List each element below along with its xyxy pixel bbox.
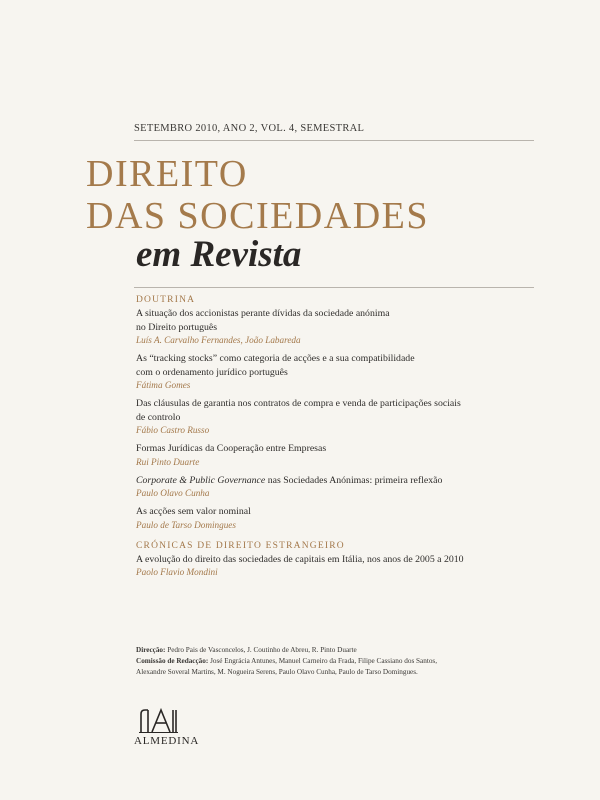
entry-title-italic: Corporate & Public Governance [136,474,266,486]
direction-value: Pedro Pais de Vasconcelos, J. Coutinho de Abreu, R. Pinto Duarte [165,646,357,654]
entry-author: Fátima Gomes [136,380,191,390]
toc-entry [136,352,576,391]
section-heading-cronicas: CRÓNICAS DE DIREITO ESTRANGEIRO [136,540,345,551]
title-line-1: DIREITO [86,153,248,195]
almedina-logo-icon [139,708,179,734]
entry-author: Fábio Castro Russo [136,425,210,435]
top-divider [134,140,534,141]
title-line-2: DAS SOCIEDADES [86,195,429,237]
publisher-logo [134,708,199,747]
editorial-board [136,645,556,678]
entry-title-line: As acções sem valor nominal [136,506,251,517]
toc-entry [136,474,576,500]
entry-title [136,442,576,456]
entry-title-rest: nas Sociedades Anónimas: primeira reflexão [265,474,443,486]
direction-line [136,645,556,656]
direction-label: Direcção: [136,646,166,654]
committee-label: Comissão de Redacção: [136,657,209,665]
committee-line-2: Alexandre Soveral Martins, M. Nogueira Serens, Paulo Olavo Cunha, Paulo de Tarso Domingues. [136,668,418,676]
table-of-contents [136,295,576,584]
entry-author: Paolo Flavio Mondini [136,567,218,577]
toc-entry [136,505,576,531]
toc-entry [136,307,576,346]
title-subtitle: em Revista [136,234,302,275]
entry-title [136,397,576,424]
entry-title [136,553,576,567]
entry-title-line: As “tracking stocks” como categoria de acções e a sua compatibilidade [136,353,415,364]
entry-title [136,352,576,379]
committee-value: José Engrácia Antunes, Manuel Carneiro da Frada, Filipe Cassiano dos Santos, [208,657,438,665]
middle-divider [134,287,534,288]
entry-title [136,307,576,334]
entry-title-line: A situação dos accionistas perante dívidas da sociedade anónima [136,308,390,319]
entry-title-line: de controlo [136,411,181,423]
toc-entry [136,553,576,579]
entry-author: Luís A. Carvalho Fernandes, João Labareda [136,335,301,345]
entry-title-line: com o ordenamento jurídico português [136,366,288,378]
entry-author: Paulo Olavo Cunha [136,488,210,498]
publisher-name: ALMEDINA [134,735,200,747]
entry-author: Rui Pinto Duarte [136,456,200,467]
committee-line [136,656,556,667]
toc-entry [136,397,576,436]
entry-title-line: Formas Jurídicas da Cooperação entre Empresas [136,443,327,454]
entry-title-line: A evolução do direito das sociedades de capitais em Itália, nos anos de 2005 a 2010 [136,553,464,565]
edition-info: SETEMBRO 2010, ANO 2, VOL. 4, SEMESTRAL [134,123,365,134]
entry-author: Paulo de Tarso Domingues [136,519,236,530]
toc-entry [136,442,576,468]
entry-title-line: no Direito português [136,321,218,333]
entry-title [136,505,576,519]
entry-title [136,474,576,488]
entry-title-line: Das cláusulas de garantia nos contratos de compra e venda de participações sociais [136,398,461,409]
section-heading-doutrina: DOUTRINA [136,295,196,305]
